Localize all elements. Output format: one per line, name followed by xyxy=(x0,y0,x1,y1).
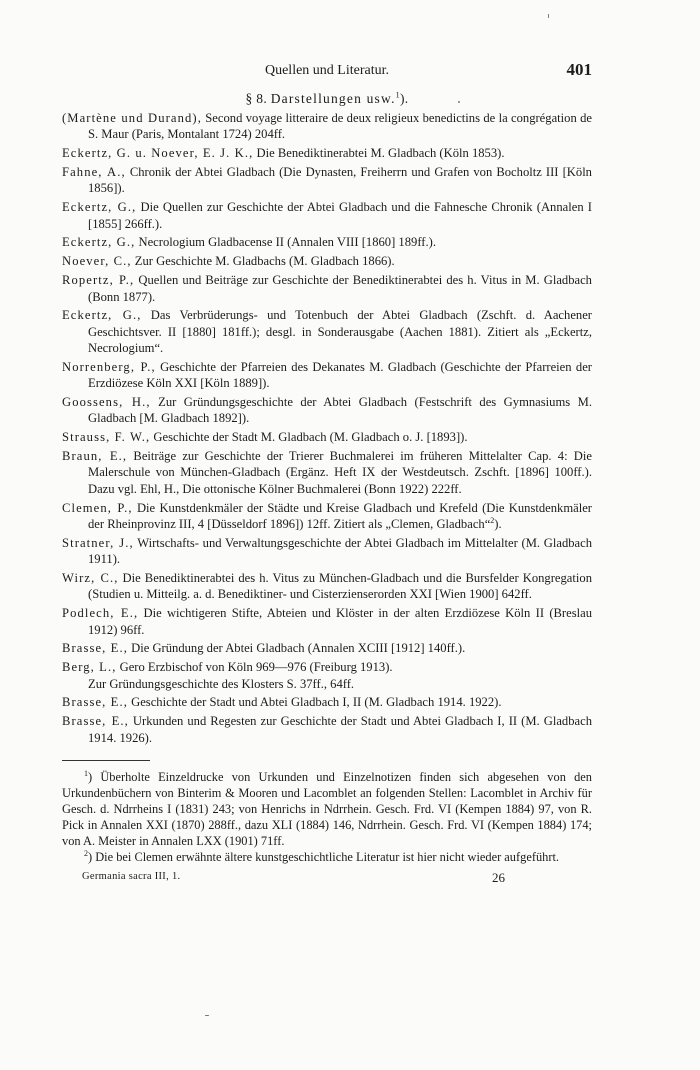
bibliography-entry xyxy=(62,253,592,269)
bibliography-entry xyxy=(62,713,592,746)
footnote-mark: 1 xyxy=(84,768,88,778)
entry-text: Quellen und Beiträge zur Geschichte der Benediktinerabtei des h. Vitus in M. Gladbach (Bonn 1877). xyxy=(88,273,592,304)
entry-author: Berg, L., xyxy=(62,660,117,675)
entry-text: Die Kunstdenkmäler der Städte und Kreise Gladbach und Krefeld (Die Kunstdenkmäler der Rheinprovinz III, 4 [Düsseldorf 1896]) 12ff. Zitiert als „Clemen, Gladbach“ xyxy=(88,500,592,531)
entry-author: Eckertz, G., xyxy=(62,200,137,215)
entry-text: Beiträge zur Geschichte der Trierer Buchmalerei im früheren Mittelalter Cap. 4: Die Malerschule von München-Gladbach (Ergänz. Heft IX der Westdeutsch. Zschft. [1896] 100ff.). Dazu vgl. Ehl, H., Die ottonische Kölner Buchmalerei (Bonn 1922) 222ff. xyxy=(88,449,592,496)
entry-text: Zur Geschichte M. Gladbachs (M. Gladbach 1866). xyxy=(131,254,395,269)
entry-author: Norrenberg, P., xyxy=(62,359,156,374)
bibliography-entry xyxy=(62,272,592,305)
section-heading xyxy=(62,91,592,107)
entry-tail: ). xyxy=(494,516,502,531)
entry-author: Clemen, P., xyxy=(62,500,133,515)
section-suffix: ). xyxy=(399,91,409,106)
entry-author: Eckertz, G., xyxy=(62,308,142,323)
entry-text: Gero Erzbischof von Köln 969—976 (Freiburg 1913). xyxy=(116,660,393,675)
bibliography-entry xyxy=(62,145,592,161)
footnote-text: ) Überholte Einzeldrucke von Urkunden und Einzelnotizen finden sich abgesehen von den Urkundenbüchern von Binterim & Mooren und Lacomblet an folgenden Stellen: Lacomblet in Archiv für Gesch. d. Ndrrheins I (1831) 243; von Henrichs in Ndrrhein. Gesch. Frd. VI (Kempen 1884) 97, von R. Pick in Annalen XXI (1870) 288ff., dazu XLI (1884) 146, Ndrrhein. Gesch. Frd. VI (Kempen 1884) 174; von A. Meister in Annalen LXX (1901) 71ff. xyxy=(62,769,592,848)
entry-author: Braun, E., xyxy=(62,449,128,464)
bibliography-entry xyxy=(62,640,592,656)
bibliography-entry xyxy=(62,448,592,497)
section-footnote-mark: 1 xyxy=(395,90,400,100)
entry-author: Eckertz, G. u. Noever, E. J. K., xyxy=(62,146,254,161)
entry-author: Noever, C., xyxy=(62,254,132,269)
paper-speck xyxy=(458,101,460,103)
footnote-rule xyxy=(62,760,150,761)
footnote xyxy=(62,849,592,865)
entry-author: (Martène und Durand), xyxy=(62,111,202,125)
entry-author: Podlech, E., xyxy=(62,606,139,621)
bibliography-entry xyxy=(62,694,592,710)
footnote-text: ) Die bei Clemen erwähnte ältere kunstgeschichtliche Literatur ist hier nicht wieder aufgeführt. xyxy=(88,849,560,864)
signature-number: 26 xyxy=(492,869,505,885)
bibliography-entry xyxy=(62,199,592,232)
section-number: § 8. xyxy=(245,91,267,106)
paper-speck xyxy=(548,14,549,18)
bibliography-entry xyxy=(62,110,592,143)
entry-author: Brasse, E., xyxy=(62,641,128,656)
paper-speck xyxy=(205,1015,209,1016)
signature-title: Germania sacra III, 1. xyxy=(82,870,181,882)
entry-subline: Zur Gründungsgeschichte des Klosters S. 37ff., 64ff. xyxy=(88,676,355,691)
section-title: Darstellungen usw. xyxy=(270,91,396,106)
running-head xyxy=(62,60,592,82)
entry-text: Necrologium Gladbacense II (Annalen VIII [1860] 189ff.). xyxy=(135,235,436,250)
bibliography-entry xyxy=(62,429,592,445)
entry-text: Das Verbrüderungs- und Totenbuch der Abtei Gladbach (Zschft. d. Aachener Geschichtsver. II [1880] 181ff.); desgl. in Sonderausgabe (Aachen 1881). Zitiert als „Eckertz, Necrologium“. xyxy=(88,308,592,356)
entry-text: Urkunden und Regesten zur Geschichte der Stadt und Abtei Gladbach I, II (M. Gladbach 1914. 1926). xyxy=(88,714,592,745)
entry-text: Die Benediktinerabtei des h. Vitus zu München-Gladbach und die Bursfelder Kongregation (Studien u. Mitteilg. a. d. Benediktiner- und Cisterzienserorden XXI [Wien 1900] 642ff. xyxy=(88,571,592,602)
entry-text: Geschichte der Stadt und Abtei Gladbach I, II (M. Gladbach 1914. 1922). xyxy=(127,695,502,710)
entry-text: Die Benediktinerabtei M. Gladbach (Köln 1853). xyxy=(253,146,505,161)
entry-text: Die wichtigeren Stifte, Abteien und Klöster in der alten Erzdiözese Köln II (Breslau 1912) 96ff. xyxy=(88,606,592,637)
entry-text: Zur Gründungsgeschichte der Abtei Gladbach (Festschrift des Gymnasiums M. Gladbach [M. Gladbach 1892]). xyxy=(88,395,592,426)
entry-text: Second voyage litteraire de deux religieux benedictins de la congrégation de S. Maur (Paris, Montalant 1724) 204ff. xyxy=(88,111,592,142)
bibliography-entry xyxy=(62,570,592,603)
bibliography-list xyxy=(62,110,592,746)
entry-text: Wirtschafts- und Verwaltungsgeschichte der Abtei Gladbach im Mittelalter (M. Gladbach 1911). xyxy=(88,535,593,567)
entry-text: Chronik der Abtei Gladbach (Die Dynasten, Freiherrn und Grafen von Bocholtz III [Köln 1856]). xyxy=(88,165,592,196)
entry-text: Die Quellen zur Geschichte der Abtei Gladbach und die Fahnesche Chronik (Annalen I [1855] 266ff.). xyxy=(88,200,592,231)
bibliography-entry xyxy=(62,535,592,568)
bibliography-entry xyxy=(62,500,592,533)
bibliography-entry xyxy=(62,659,592,692)
bibliography-entry xyxy=(62,359,592,392)
entry-author: Strauss, F. W., xyxy=(62,430,151,445)
entry-author: Eckertz, G., xyxy=(62,235,136,250)
entry-author: Fahne, A., xyxy=(62,165,126,180)
entry-author: Goossens, H., xyxy=(62,395,151,410)
entry-author: Brasse, E., xyxy=(62,695,128,710)
entry-author: Wirz, C., xyxy=(62,571,119,586)
footnote xyxy=(62,769,592,849)
page-number: 401 xyxy=(566,60,592,79)
running-head-title: Quellen und Literatur. xyxy=(264,63,390,78)
entry-author: Ropertz, P., xyxy=(62,273,135,288)
footnote-mark: 2 xyxy=(84,848,88,858)
printer-signature xyxy=(62,869,592,887)
entry-author: Brasse, E., xyxy=(62,714,129,729)
entry-text: Geschichte der Stadt M. Gladbach (M. Gladbach o. J. [1893]). xyxy=(150,430,468,445)
bibliography-entry xyxy=(62,394,592,427)
bibliography-entry xyxy=(62,164,592,197)
entry-footnote-mark: 2 xyxy=(490,515,495,525)
book-page xyxy=(62,60,592,887)
footnotes xyxy=(62,769,592,865)
bibliography-entry xyxy=(62,234,592,250)
entry-author: Stratner, J., xyxy=(62,535,134,550)
entry-text: Die Gründung der Abtei Gladbach (Annalen XCIII [1912] 140ff.). xyxy=(127,641,466,656)
bibliography-entry xyxy=(62,307,592,356)
bibliography-entry xyxy=(62,605,592,638)
entry-text: Geschichte der Pfarreien des Dekanates M. Gladbach (Geschichte der Pfarreien der Erzdiözese Köln XXI [Köln 1889]). xyxy=(88,359,592,391)
